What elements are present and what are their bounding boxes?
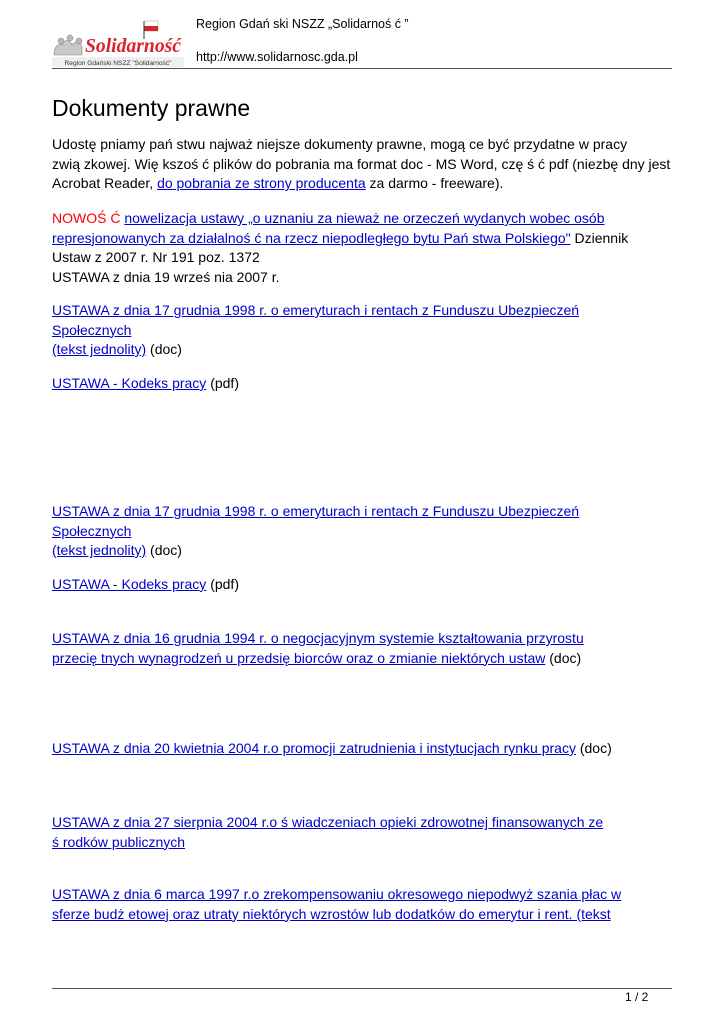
news-text: Dziennik xyxy=(570,229,629,246)
document-format: (doc) xyxy=(146,542,182,558)
document-item xyxy=(52,629,584,668)
document-link[interactable]: USTAWA z dnia 17 grudnia 1998 r. o emeryturach i rentach z Funduszu Ubezpieczeń xyxy=(52,503,580,519)
document-item xyxy=(52,374,239,394)
document-link[interactable]: (tekst jednolity) xyxy=(52,341,147,357)
solidarnosc-logo xyxy=(52,19,184,67)
news-line xyxy=(52,229,628,249)
document-format: (doc) xyxy=(146,341,182,357)
page-title: Dokumenty prawne xyxy=(52,95,251,121)
news-line: Ustaw z 2007 r. Nr 191 poz. 1372 xyxy=(52,249,260,265)
intro-line: Udostę pniamy pań stwu najważ niejsze dokumenty prawne, mogą ce być przydatne w pracy xyxy=(52,136,628,152)
news-amendment-link[interactable]: represjonowanych za działalnoś ć na rzecz niepodległego bytu Pań stwa Polskiego" xyxy=(52,229,571,246)
document-item xyxy=(52,813,603,852)
producer-download-link[interactable]: do pobrania ze strony producenta xyxy=(157,175,366,191)
document-format: (doc) xyxy=(575,740,612,756)
page-number: 1 / 2 xyxy=(625,990,649,1004)
intro-text: Acrobat Reader, xyxy=(52,175,158,191)
logo-caption: Region Gdański NSZZ "Solidarność" xyxy=(64,60,172,67)
document-link[interactable]: ś rodków publicznych xyxy=(52,833,186,850)
news-line xyxy=(52,209,628,229)
document-item xyxy=(52,739,612,759)
document-link[interactable]: (tekst jednolity) xyxy=(52,542,147,558)
document-link[interactable]: sferze budż etowej oraz utraty niektórych wzrostów lub dodatków do emerytur i rent. (tekst xyxy=(52,905,611,922)
news-amendment-link[interactable]: nowelizacja ustawy „o uznaniu za nieważ ne orzeczeń wydanych wobec osób xyxy=(124,210,605,226)
document-link[interactable]: USTAWA z dnia 6 marca 1997 r.o zrekompensowaniu okresowego niepodwyż szania płac w xyxy=(52,886,622,902)
document-link[interactable]: USTAWA z dnia 16 grudnia 1994 r. o negocjacyjnym systemie kształtowania przyrostu xyxy=(52,630,584,646)
document-link[interactable]: USTAWA z dnia 20 kwietnia 2004 r.o promocji zatrudnienia i instytucjach rynku pracy xyxy=(52,740,576,756)
document-link[interactable]: Społecznych xyxy=(52,321,132,338)
document-format: (doc) xyxy=(545,649,582,666)
document-item xyxy=(52,301,579,360)
document-link[interactable]: USTAWA z dnia 17 grudnia 1998 r. o emeryturach i rentach z Funduszu Ubezpieczeń xyxy=(52,302,580,318)
document-link[interactable]: USTAWA z dnia 27 sierpnia 2004 r.o ś wiadczeniach opieki zdrowotnej finansowanych ze xyxy=(52,814,604,830)
document-item xyxy=(52,575,239,595)
intro-paragraph xyxy=(52,135,670,194)
document-link[interactable]: Społecznych xyxy=(52,522,132,539)
footer-divider xyxy=(52,988,672,989)
header-divider xyxy=(52,68,672,69)
document-link[interactable]: przecię tnych wynagrodzeń u przedsię biorców oraz o zmianie niektórych ustaw xyxy=(52,649,546,666)
document-item xyxy=(52,502,579,561)
document-link[interactable]: USTAWA - Kodeks pracy xyxy=(52,375,207,391)
document-item xyxy=(52,885,621,924)
logo-wordmark: Solidarność xyxy=(85,35,183,57)
header-url: http://www.solidarnosc.gda.pl xyxy=(196,50,358,64)
intro-line: zwią zkowej. Wię kszoś ć plików do pobrania ma format doc - MS Word, czę ś ć pdf (niezbę dny jest xyxy=(52,155,671,172)
document-link[interactable]: USTAWA - Kodeks pracy xyxy=(52,576,207,592)
news-block xyxy=(52,209,628,287)
intro-line xyxy=(52,174,670,194)
news-line: USTAWA z dnia 19 wrześ nia 2007 r. xyxy=(52,268,280,285)
news-label: NOWOŚ Ć xyxy=(52,210,125,226)
document-format: (pdf) xyxy=(206,375,239,391)
intro-text: za darmo - freeware). xyxy=(365,175,504,191)
document-format: (pdf) xyxy=(206,576,239,592)
header-title: Region Gdań ski NSZZ „Solidarnoś ć ” xyxy=(196,17,409,31)
